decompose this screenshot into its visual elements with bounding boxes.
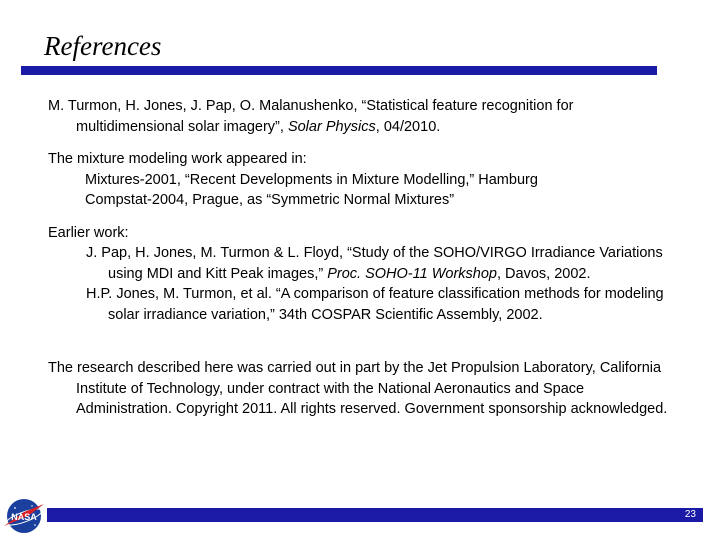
reference-tail: , 04/2010. bbox=[375, 118, 441, 135]
venue-name: Proc. SOHO-11 Workshop bbox=[327, 265, 497, 282]
reference-solar-physics bbox=[48, 96, 668, 137]
page-number: 23 bbox=[684, 509, 696, 520]
mixture-reference-2004: Compstat-2004, Prague, as “Symmetric Normal Mixtures” bbox=[85, 192, 455, 208]
reference-text: M. Turmon, H. Jones, J. Pap, O. Malanushenko, “Statistical feature recognition for multidimensional solar imagery”, bbox=[48, 98, 574, 135]
earlier-work-intro: Earlier work: bbox=[48, 224, 129, 241]
mixture-reference-2001: Mixtures-2001, “Recent Developments in Mixture Modelling,” Hamburg bbox=[85, 171, 538, 188]
earlier-reference-soho bbox=[48, 243, 668, 284]
acknowledgment-text: The research described here was carried out in part by the Jet Propulsion Laboratory, California Institute of Technology, under contract with the National Aeronautics and Space Administration. Copyright 2011. All rights reserved. Government sponsorship acknowledged. bbox=[48, 360, 668, 417]
reference-text: J. Pap, H. Jones, M. Turmon & L. Floyd, “Study of the SOHO/VIRGO Irradiance Variations using MDI and Kitt Peak images,” bbox=[86, 245, 663, 282]
logo-text: NASA bbox=[11, 512, 37, 522]
reference-tail: , Davos, 2002. bbox=[496, 265, 591, 282]
journal-name: Solar Physics bbox=[287, 118, 376, 135]
mixture-intro: The mixture modeling work appeared in: bbox=[48, 151, 307, 167]
earlier-reference-cospar: H.P. Jones, M. Turmon, et al. “A comparison of feature classification methods for modeling solar irradiance variation,” 34th COSPAR Scientific Assembly, 2002. bbox=[86, 286, 664, 323]
title-divider-bar bbox=[21, 66, 657, 75]
references-content bbox=[48, 96, 668, 420]
nasa-meatball-logo bbox=[2, 496, 46, 536]
slide-title: References bbox=[44, 31, 162, 61]
footer-bar bbox=[47, 508, 703, 522]
